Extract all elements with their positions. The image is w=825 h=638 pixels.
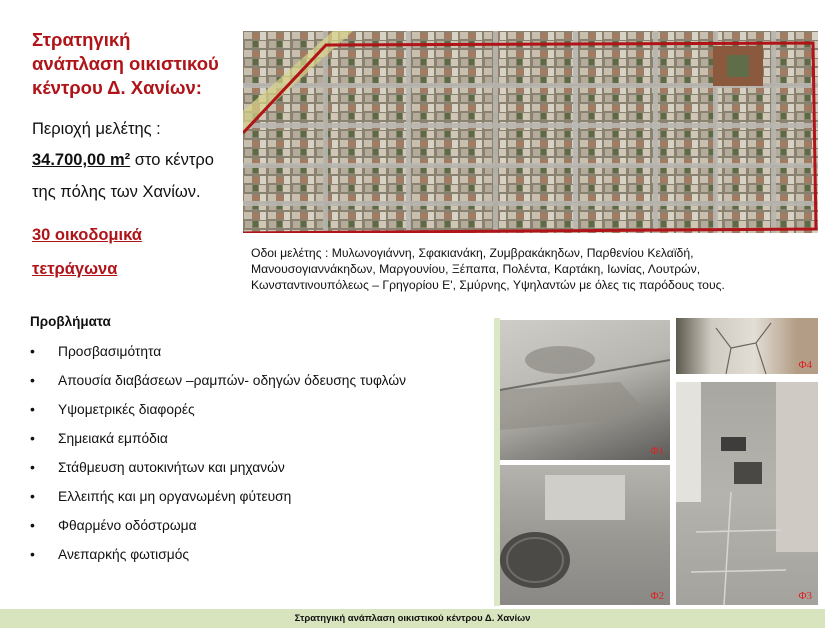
aerial-map-graphic	[243, 31, 818, 233]
area-value: 34.700,00 m²	[32, 151, 131, 169]
photo-label: Φ1	[650, 445, 664, 457]
photo-f2	[500, 465, 670, 605]
area-suffix: στο κέντρο	[130, 151, 214, 169]
problems-list	[30, 337, 460, 569]
study-area-city: της πόλης των Χανίων.	[32, 183, 201, 201]
footer-bar: Στρατηγική ανάπλαση οικιστικού κέντρου Δ. Χανίων	[0, 609, 825, 628]
photo-f3-graphic	[676, 382, 818, 605]
streets-caption	[251, 245, 816, 293]
problems-heading: Προβλήματα	[30, 314, 111, 329]
problem-item: • Ελλειπής και μη οργανωμένη φύτευση	[30, 482, 460, 511]
problem-item: • Υψομετρικές διαφορές	[30, 395, 460, 424]
problem-item: • Σημειακά εμπόδια	[30, 424, 460, 453]
photo-f1	[500, 320, 670, 460]
photo-label: Φ2	[650, 590, 664, 602]
title-line-3: κέντρου Δ. Χανίων:	[32, 77, 202, 98]
photo-f4	[676, 318, 818, 374]
page-title	[32, 28, 247, 100]
title-line-2: ανάπλαση οικιστικού	[32, 53, 219, 74]
blocks-line-2: τετράγωνα	[32, 260, 118, 278]
photo-f3	[676, 382, 818, 605]
problem-item: • Στάθμευση αυτοκινήτων και μηχανών	[30, 453, 460, 482]
photo-f4-graphic	[676, 318, 818, 374]
streets-line-1: Οδοι μελέτης : Μυλωνογιάννη, Σφακιανάκη, Ζυμβρακάκηδων, Παρθενίου Κελαϊδή,	[251, 246, 694, 260]
photo-f1-graphic	[500, 320, 670, 460]
photo-label: Φ4	[798, 359, 812, 371]
streets-line-2: Μανουσογιαννάκηδων, Μαργουνίου, Ξέπαπα, Πολέντα, Καρτάκη, Ιωνίας, Λουτρών,	[251, 262, 701, 276]
blocks-line-1: 30 οικοδομικά	[32, 226, 142, 244]
aerial-map	[243, 31, 818, 233]
problem-item: • Ανεπαρκής φωτισμός	[30, 540, 460, 569]
streets-line-3: Κωνσταντινουπόλεως – Γρηγορίου Ε', Σμύρνης, Υψηλαντών με όλες τις παρόδους τους.	[251, 278, 725, 292]
problem-item: • Φθαρμένο οδόστρωμα	[30, 511, 460, 540]
study-area-label: Περιοχή μελέτης :	[32, 120, 161, 138]
photo-f2-graphic	[500, 465, 670, 605]
study-area-size	[32, 151, 214, 170]
title-line-1: Στρατηγική	[32, 29, 131, 50]
photo-label: Φ3	[798, 590, 812, 602]
problem-item: • Απουσία διαβάσεων –ραμπών- οδηγών όδευσης τυφλών	[30, 366, 460, 395]
problem-item: • Προσβασιμότητα	[30, 337, 460, 366]
